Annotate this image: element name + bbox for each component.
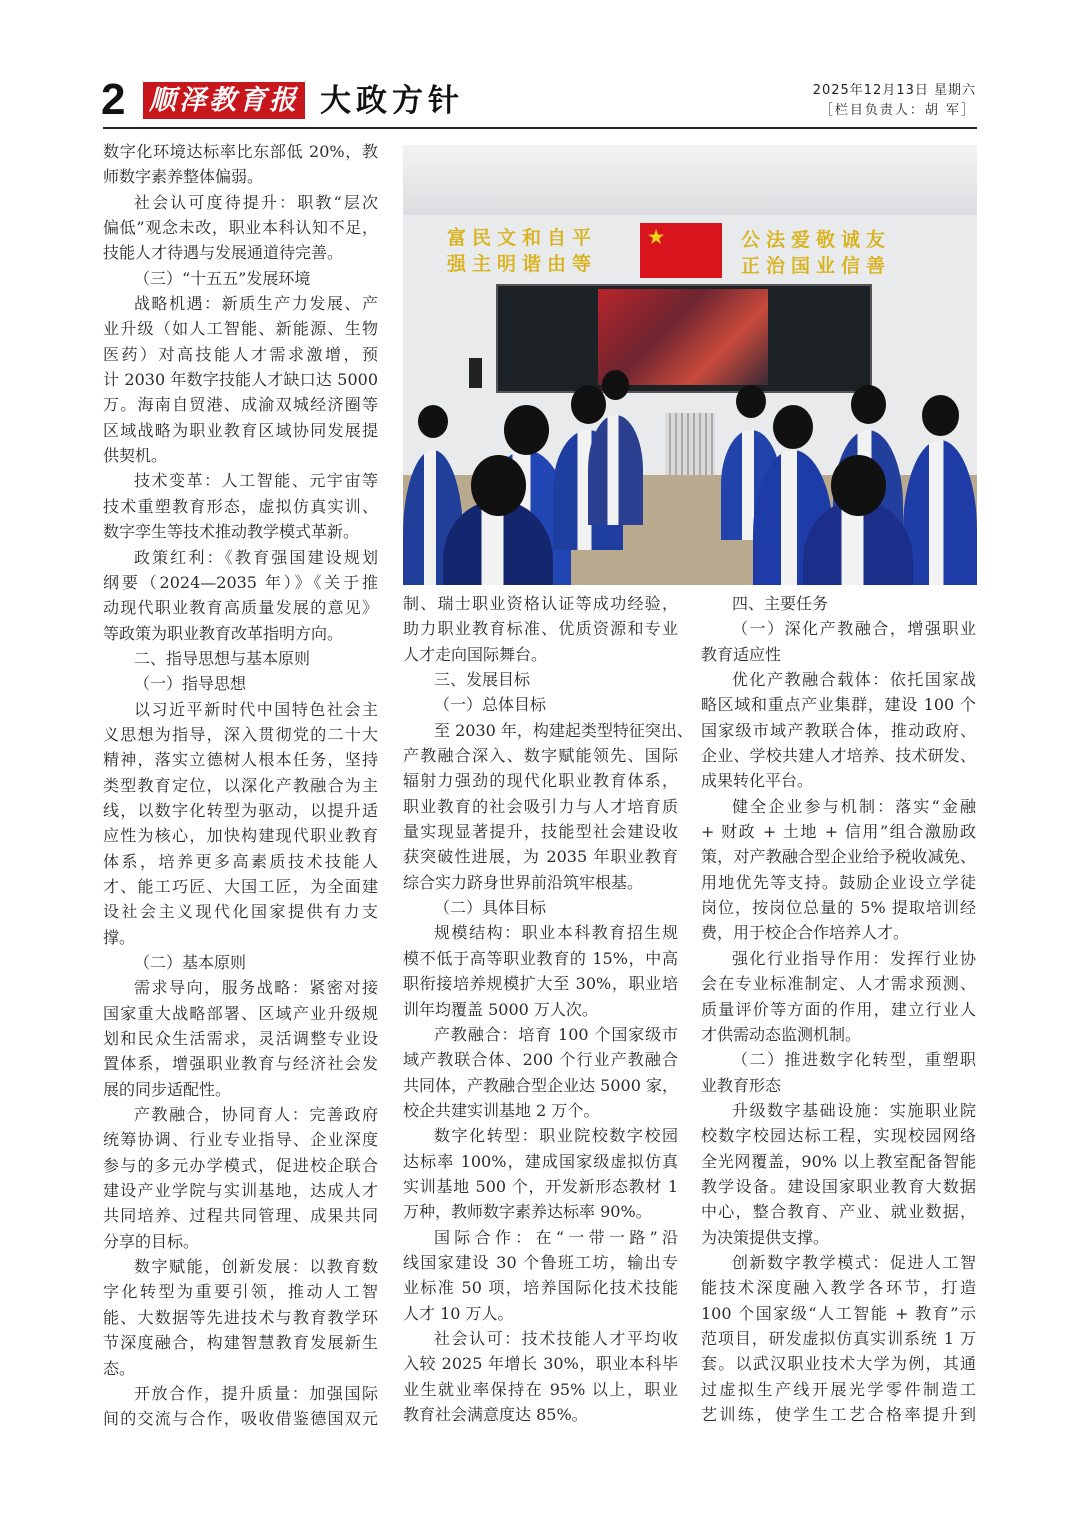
text-line: 计 2030 年数字技能人才缺口达 5000 [103,370,378,390]
student-head [831,455,886,516]
speaker-icon [469,358,482,388]
student-head [571,385,606,424]
slogan-right-line: 公法爱敬诚友 [741,229,892,251]
text-line: 辐射力强劲的现代化职业教育体系， [403,771,678,791]
paragraph [103,266,378,291]
text-line: 校企共建实训基地 2 万个。 [403,1100,600,1120]
radiator [665,413,715,475]
text-line: 策，对产教融合型企业给予税收减免、 [701,847,976,867]
paragraph [103,468,378,544]
student-head [471,455,526,516]
text-line: 置体系，增强职业教育与经济社会发 [103,1054,378,1074]
text-line: 教学设备。建设国家职业教育大数据 [701,1176,976,1196]
text-line: （一）深化产教融合，增强职业 [732,619,976,639]
text-line: 精神，落实立德树人根本任务，坚持 [103,750,378,770]
paragraph [103,671,378,696]
text-line: 国家级市域产教联合体，推动政府、 [701,720,976,740]
text-line: 岗位，按岗位总量的 5% 提取培训经 [701,898,976,918]
text-line: 技能人才待遇与发展通道待完善。 [103,243,344,263]
text-line: 为决策提供支撑。 [701,1227,830,1247]
text-line: 区域战略为职业教育区域协同发展提 [103,420,378,440]
student [903,440,977,585]
paragraph [701,591,976,616]
text-line: 字化转型为重要引领，推动人工智 [103,1282,378,1302]
text-line: 业生就业率保持在 95% 以上，职业 [403,1379,678,1399]
text-line: 训年均覆盖 5000 万人次。 [403,999,598,1019]
text-line: 人才走向国际舞台。 [403,644,548,664]
text-line: + 财政 + 土地 + 信用”组合激励政 [701,822,976,842]
text-line: 教育适应性 [701,644,782,664]
text-line: 义思想为指导，深入贯彻党的二十大 [103,724,378,744]
text-line: 健全企业参与机制：落实“金融 [732,796,976,816]
paragraph [403,920,678,1021]
text-column-2 [403,591,693,1427]
student-head [773,405,813,449]
text-line: 划和民众生活需求，灵活调整专业设 [103,1029,378,1049]
paragraph [103,1102,378,1254]
text-line: 产教融合，协同育人：完善政府 [134,1105,378,1125]
text-line: 规模结构：职业本科教育招生规 [434,923,678,943]
text-line: 国际合作：在“一带一路”沿 [434,1227,678,1247]
paragraph [403,1123,678,1224]
slogan-left-line: 富民文和自平 [447,227,598,249]
text-line: 医药）对高技能人才需求激增，预 [103,344,378,364]
masthead-logo: 顺泽教育报 [143,82,305,119]
student-head [736,385,766,418]
paragraph [103,1381,378,1432]
slogan-left-line: 强主明谐由等 [447,253,598,275]
text-line: 费，用于校企合作培养人才。 [701,923,910,943]
text-line: 套。以武汉职业技术大学为例，其通 [701,1354,976,1374]
text-line: 数字孪生等技术推动教学模式革新。 [103,522,360,542]
text-line: 产教融合深入、数字赋能领先、国际 [403,746,678,766]
text-line: 略区域和重点产业集群，建设 100 个 [701,695,976,715]
text-line: 创新数字教学模式：促进人工智 [732,1252,976,1272]
text-column-3 [701,591,976,1427]
text-line: （三）“十五五”发展环境 [134,268,311,288]
text-line: 全光网覆盖，90% 以上教室配备智能 [701,1151,976,1171]
text-line: 综合实力跻身世界前沿筑牢根基。 [403,872,644,892]
text-line: 技术变革：人工智能、元宇宙等 [134,471,378,491]
text-line: （二）推进数字化转型，重塑职 [732,1050,976,1070]
paragraph [103,975,378,1102]
text-line: 三、发展目标 [434,670,531,690]
text-line: 100 个国家级“人工智能 + 教育”示 [701,1303,976,1323]
tv-screen [598,289,768,385]
text-line: 强化行业指导作用：发挥行业协 [732,948,976,968]
paragraph [403,667,678,692]
text-line: 产教融合：培育 100 个国家级市 [434,1024,678,1044]
text-line: 态。 [103,1358,136,1378]
text-line: 国家重大战略部署、区域产业升级规 [103,1003,378,1023]
text-line: 政策红利：《教育强国建设规划 [134,547,378,567]
text-line: （一）指导思想 [134,674,247,694]
text-line: 万。海南自贸港、成渝双城经济圈等 [103,395,378,415]
text-line: 等政策为职业教育改革指明方向。 [103,623,344,643]
slogan-right [741,227,891,279]
paragraph [701,946,976,1047]
text-line: 优化产教融合载体：依托国家战 [732,670,976,690]
text-line: 动现代职业教育高质量发展的意见》 [103,598,378,618]
text-line: 社会认可：技术技能人才平均收 [434,1328,678,1348]
text-line: 实训基地 500 个，开发新形态教材 1 [403,1176,678,1196]
text-line: 业升级（如人工智能、新能源、生物 [103,319,378,339]
issue-date: 2025年12月13日 星期六 [812,83,976,98]
paragraph [103,545,378,646]
text-line: 成果转化平台。 [701,771,814,791]
student [588,415,643,525]
text-line: 数字化转型：职业院校数字校园 [434,1126,678,1146]
text-line: 数字化环境达标率比东部低 20%，教 [103,142,378,161]
text-line: 体系，培养更多高素质技术技能人 [103,851,378,871]
text-line: 教育社会满意度达 85%。 [403,1405,588,1424]
student-head [922,395,959,436]
text-line: 企业、学校共建人才培养、技术研发、 [701,746,976,766]
text-line: 万种，教师数字素养达标率 90%。 [403,1202,652,1222]
text-line: 共同培养、过程共同管理、成果共同 [103,1206,378,1226]
paragraph [403,591,678,667]
text-line: 共同体，产教融合型企业达 5000 家， [403,1075,678,1095]
text-line: 开放合作，提升质量：加强国际 [134,1383,378,1403]
text-line: 用地优先等支持。鼓励企业设立学徒 [701,872,976,892]
text-line: 校数字校园达标工程，实现校园网络 [701,1126,976,1146]
paragraph [403,1225,678,1326]
text-line: 应性为核心，加快构建现代职业教育 [103,826,378,846]
text-line: 类型教育定位，以深化产教融合为主 [103,775,378,795]
text-line: 建设产业学院与实训基地，达成人才 [103,1181,378,1201]
student-head [851,385,886,424]
text-line: 统筹协调、行业专业指导、企业深度 [103,1130,378,1150]
text-line: 以习近平新时代中国特色社会主 [134,699,378,719]
text-line: 入较 2025 年增长 30%，职业本科毕 [403,1354,678,1374]
text-line: 助力职业教育标准、优质资源和专业 [403,619,678,639]
text-line: 参与的多元办学模式，促进校企联合 [103,1155,378,1175]
header-rule [103,127,977,129]
text-line: 模不低于高等职业教育的 15%，中高 [403,948,678,968]
text-column-1 [103,139,378,1432]
column-editor: ［栏目负责人：胡 军］ [819,103,976,118]
paragraph [103,950,378,975]
text-line: 节深度融合，构建智慧教育发展新生 [103,1333,378,1353]
text-line: 职衔接培养规模扩大至 30%，职业培 [403,974,678,994]
text-line: 职业教育的社会吸引力与人才培育质 [403,796,678,816]
text-line: 需求导向，服务战略：紧密对接 [134,978,378,998]
text-line: 能、大数据等先进技术与教育教学环 [103,1307,378,1327]
paragraph [701,616,976,667]
paragraph [103,646,378,671]
text-line: 四、主要任务 [732,594,829,613]
paragraph [403,895,678,920]
text-line: 过虚拟生产线开展光学零件制造工 [701,1379,976,1399]
section-title: 大政方针 [320,83,464,119]
text-line: （二）基本原则 [134,953,247,972]
text-line: 业教育形态 [701,1075,782,1095]
text-line: 达标率 100%，建成国家级虚拟仿真 [403,1151,678,1171]
text-line: 线国家建设 30 个鲁班工坊，输出专 [403,1252,678,1272]
paragraph [701,794,976,946]
text-line: 展的同步适配性。 [103,1079,232,1099]
paragraph [103,139,378,190]
text-line: 偏低”观念未改，职业本科认知不足， [103,218,378,238]
text-line: 能技术深度融入教学各环节，打造 [701,1278,976,1298]
text-line: 范项目，研发虚拟仿真实训系统 1 万 [701,1328,976,1348]
text-line: （一）总体目标 [434,695,547,715]
text-line: （二）具体目标 [434,898,547,918]
blackboard [496,284,872,393]
text-line: 量实现显著提升，技能型社会建设收 [403,822,678,842]
text-line: 师数字素养整体偏弱。 [103,167,264,187]
paragraph [403,1022,678,1123]
text-line: 人才 10 万人。 [403,1303,514,1323]
paragraph [403,718,693,895]
paragraph [403,1326,678,1427]
paragraph [103,1254,378,1381]
text-line: 中心，整合教育、产业、就业数据， [701,1202,976,1222]
text-line: 艺训练，使学生工艺合格率提升到 [701,1405,976,1424]
text-line: 会在专业标准制定、人才需求预测、 [701,974,976,994]
paragraph [103,190,378,266]
student-head [504,405,549,455]
paragraph [103,291,378,468]
text-line: 质量评价等方面的作用，建立行业人 [701,999,976,1019]
text-line: 域产教联合体、200 个行业产教融合 [403,1050,678,1070]
paragraph [403,692,678,717]
text-line: 撑。 [103,927,136,947]
text-line: 二、指导思想与基本原则 [134,648,311,668]
slogan-left [447,225,597,277]
text-line: 纲要（2024—2035 年）》《关于推 [103,572,378,592]
student-head [602,370,630,400]
paragraph [701,1098,976,1250]
text-line: 获突破性进展，为 2035 年职业教育 [403,847,678,867]
text-line: 供契机。 [103,446,168,466]
text-line: 间的交流与合作，吸收借鉴德国双元 [103,1409,378,1429]
slogan-right-line: 正治国业信善 [741,255,892,277]
text-line: 升级数字基础设施：实施职业院 [732,1100,976,1120]
paragraph [103,697,378,950]
student-head [418,405,448,438]
text-line: 才、能工巧匠、大国工匠，为全面建 [103,876,378,896]
paragraph [701,1047,976,1098]
flag-icon: ★ [640,223,722,278]
text-line: 业标准 50 项，培养国际化技术技能 [403,1278,678,1298]
classroom-photo [403,145,977,585]
text-line: 技术重塑教育形态，虚拟仿真实训、 [103,496,378,516]
text-line: 线，以数字化转型为驱动，以提升适 [103,800,378,820]
text-line: 社会认可度待提升：职教“层次 [134,192,378,212]
page-number: 2 [101,75,126,124]
text-line: 数字赋能，创新发展：以教育数 [134,1257,378,1277]
text-line: 制、瑞士职业资格认证等成功经验， [403,594,678,613]
paragraph [701,667,976,794]
text-line: 设社会主义现代化国家提供有力支 [103,902,378,922]
photo-ceiling [403,145,977,215]
text-line: 分享的目标。 [103,1231,200,1251]
text-line: 才供需动态监测机制。 [701,1024,862,1044]
paragraph [701,1250,976,1427]
text-line: 至 2030 年，构建起类型特征突出、 [434,720,693,740]
text-line: 战略机遇：新质生产力发展、产 [134,294,378,314]
